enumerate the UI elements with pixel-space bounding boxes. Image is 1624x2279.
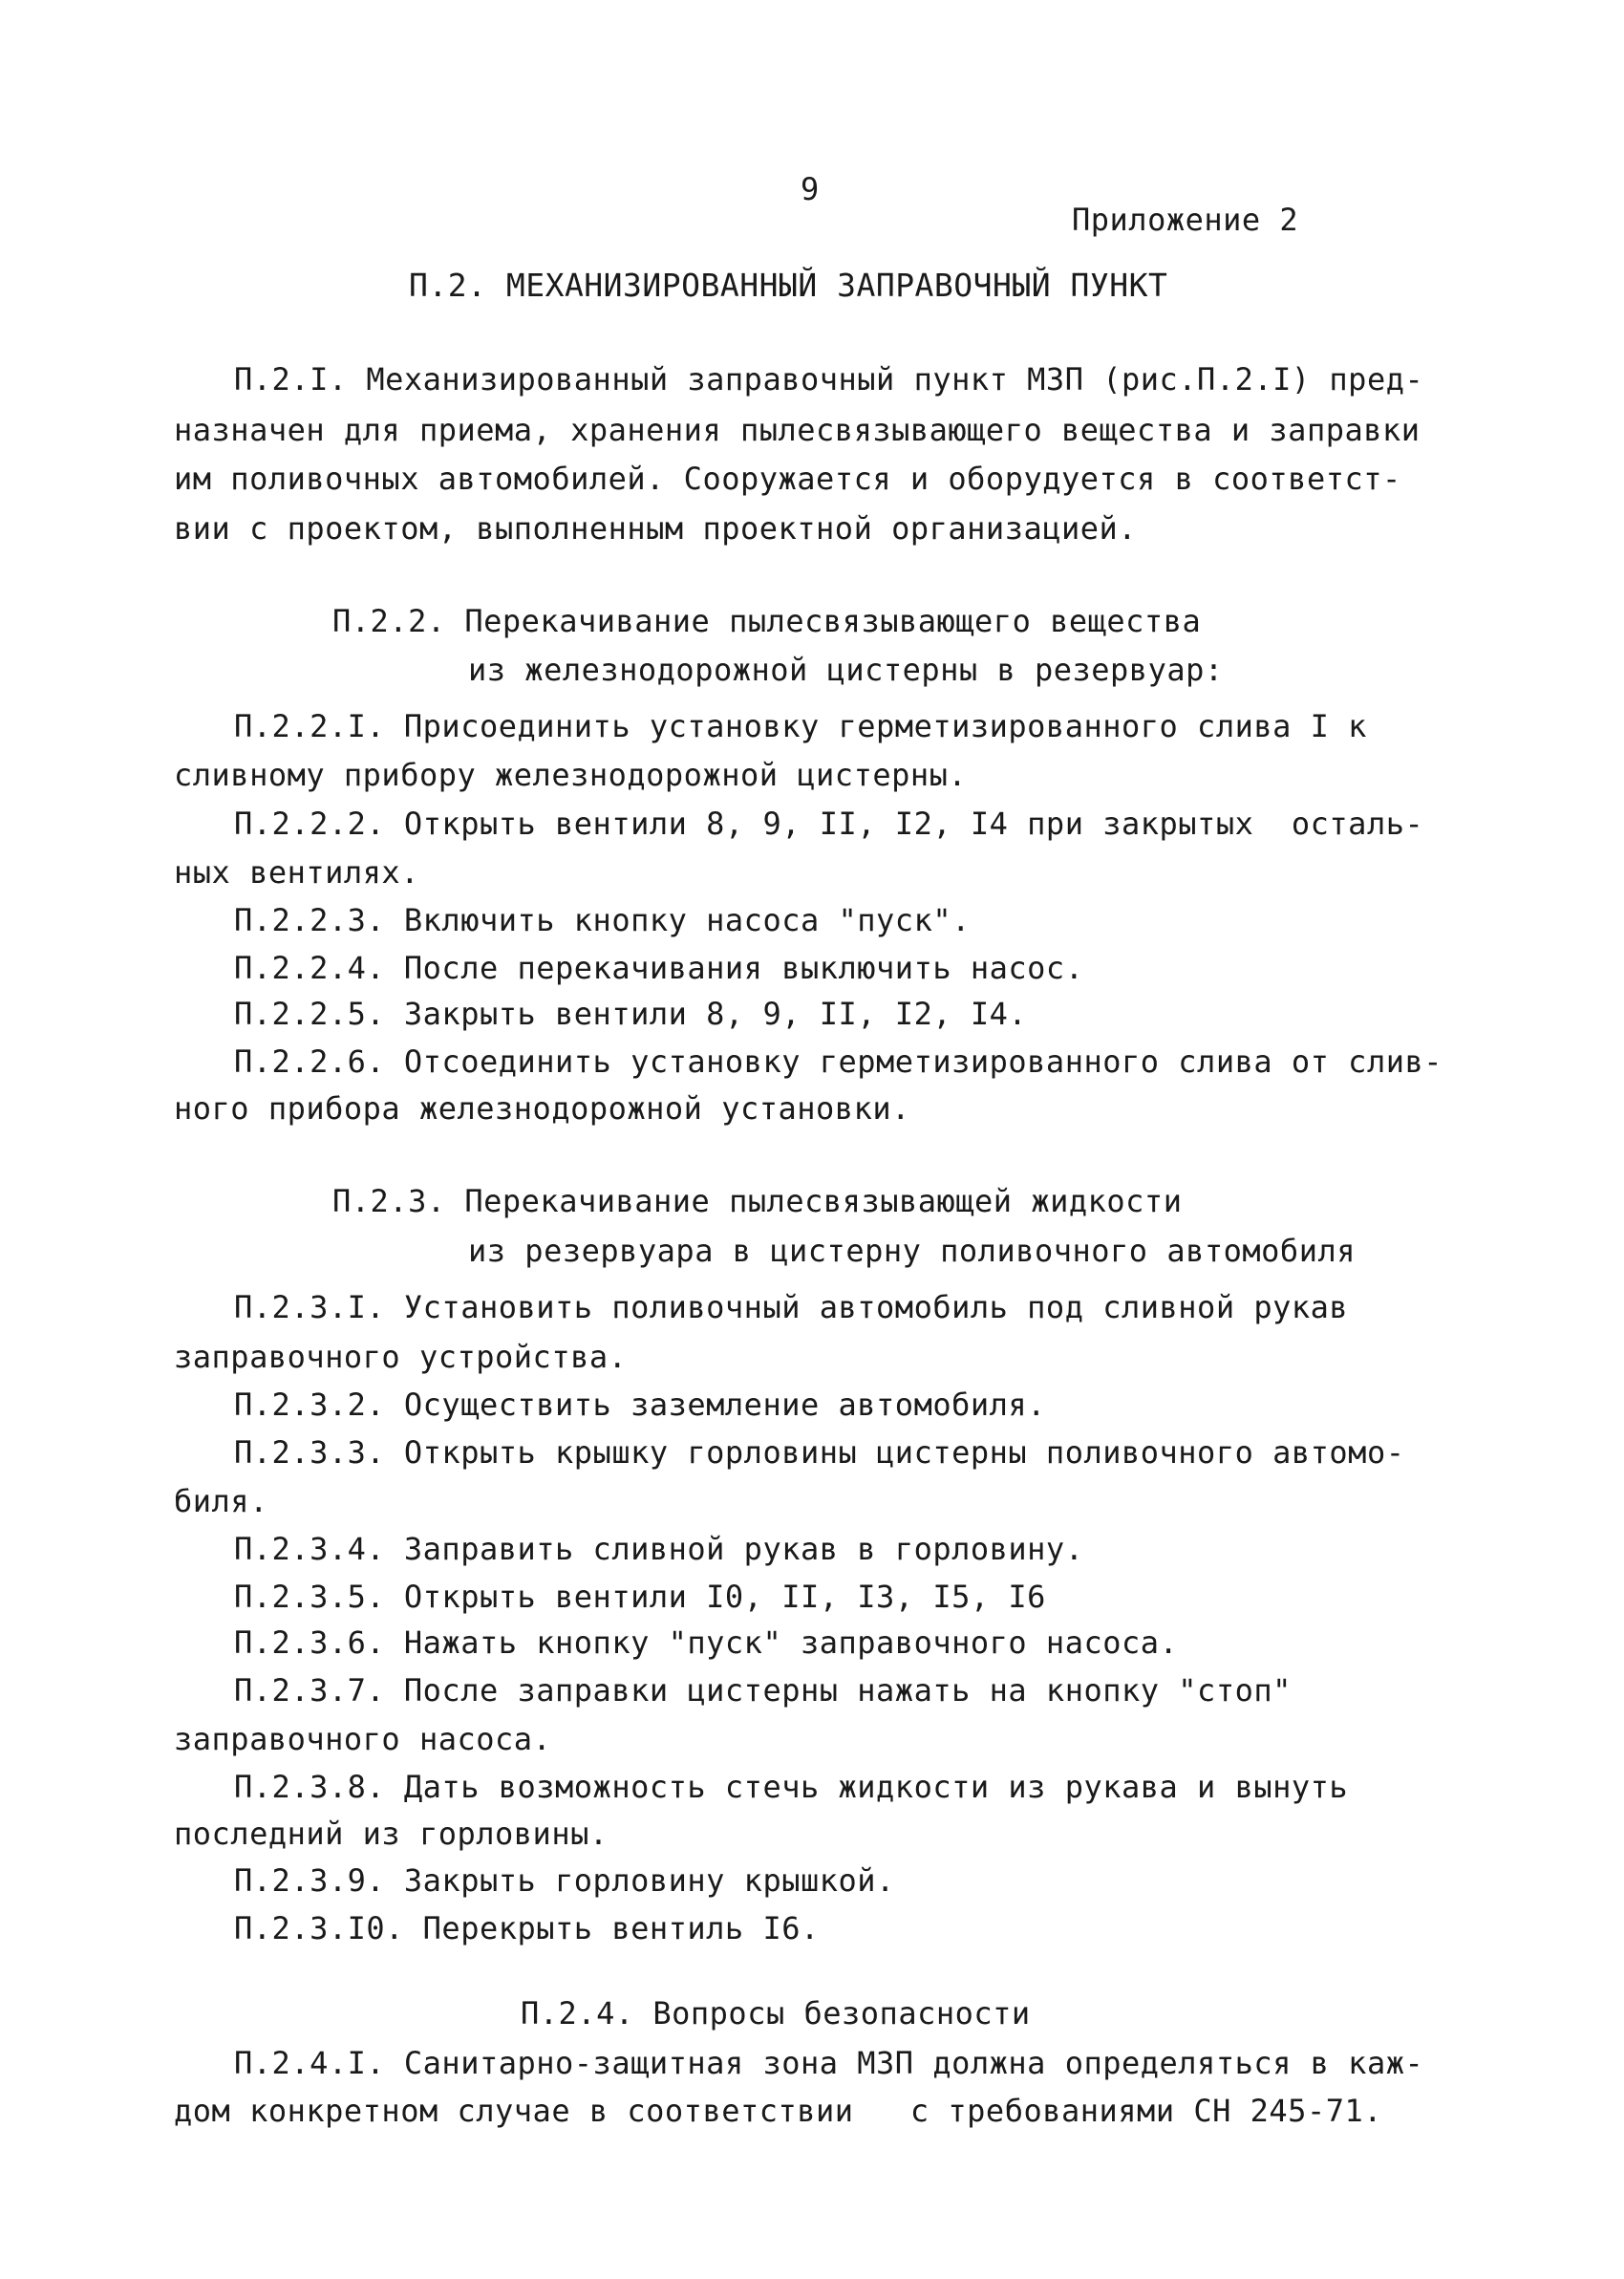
list-item-line: П.2.3.I0. Перекрыть вентиль I6. bbox=[234, 1910, 820, 1946]
list-item-line: П.2.2.3. Включить кнопку насоса "пуск". bbox=[234, 902, 971, 938]
paragraph-line: П.2.4.I. Санитарно-защитная зона МЗП должна определяться в каж- bbox=[234, 2045, 1424, 2081]
section-heading-line: П.2.3. Перекачивание пылесвязывающей жидкости bbox=[332, 1183, 1183, 1219]
list-item-line: ного прибора железнодорожной установки. bbox=[174, 1090, 910, 1127]
list-item-line: П.2.3.3. Открыть крышку горловины цистерны поливочного автомо- bbox=[234, 1434, 1405, 1471]
list-item-line: П.2.3.6. Нажать кнопку "пуск" заправочного насоса. bbox=[234, 1624, 1179, 1661]
list-item-line: П.2.2.6. Отсоединить установку герметизированного слива от слив- bbox=[234, 1043, 1442, 1080]
paragraph-line: П.2.I. Механизированный заправочный пункт МЗП (рис.П.2.I) пред- bbox=[234, 361, 1424, 398]
list-item-line: П.2.2.4. После перекачивания выключить насос. bbox=[234, 950, 1084, 986]
paragraph-line: вии с проектом, выполненным проектной организацией. bbox=[174, 510, 1138, 547]
list-item-line: П.2.3.8. Дать возможность стечь жидкости из рукава и вынуть bbox=[234, 1769, 1349, 1805]
section-heading-line: П.2.2. Перекачивание пылесвязывающего вещества bbox=[332, 603, 1202, 639]
list-item-line: П.2.3.I. Установить поливочный автомобиль под сливной рукав bbox=[234, 1289, 1349, 1325]
page-number: 9 bbox=[801, 171, 820, 207]
list-item-line: ных вентилях. bbox=[174, 854, 419, 891]
list-item-line: заправочного устройства. bbox=[174, 1339, 628, 1375]
main-title: П.2. МЕХАНИЗИРОВАННЫЙ ЗАПРАВОЧНЫЙ ПУНКТ bbox=[409, 267, 1168, 304]
list-item-line: П.2.2.I. Присоединить установку герметизированного слива I к bbox=[234, 708, 1367, 744]
section-heading: П.2.4. Вопросы безопасности bbox=[521, 1995, 1031, 2032]
list-item-line: последний из горловины. bbox=[174, 1816, 609, 1852]
list-item-line: П.2.3.2. Осуществить заземление автомобиля. bbox=[234, 1387, 1046, 1423]
list-item-line: П.2.3.9. Закрыть горловину крышкой. bbox=[234, 1862, 895, 1899]
paragraph-line: им поливочных автомобилей. Сооружается и оборудуется в соответст- bbox=[174, 461, 1401, 497]
list-item-line: П.2.3.7. После заправки цистерны нажать на кнопку "стоп" bbox=[234, 1672, 1292, 1709]
list-item-line: биля. bbox=[174, 1483, 268, 1519]
list-item-line: заправочного насоса. bbox=[174, 1721, 552, 1757]
appendix-label: Приложение 2 bbox=[1072, 202, 1299, 238]
section-heading-line: из резервуара в цистерну поливочного автомобиля bbox=[468, 1233, 1356, 1269]
section-heading-line: из железнодорожной цистерны в резервуар: bbox=[468, 652, 1224, 688]
list-item-line: сливному прибору железнодорожной цистерны. bbox=[174, 757, 968, 793]
list-item-line: П.2.3.5. Открыть вентили I0, II, I3, I5, I6 bbox=[234, 1579, 1046, 1615]
list-item-line: П.2.2.2. Открыть вентили 8, 9, II, I2, I4 при закрытых осталь- bbox=[234, 806, 1424, 842]
list-item-line: П.2.3.4. Заправить сливной рукав в горловину. bbox=[234, 1531, 1084, 1567]
paragraph-line: дом конкретном случае в соответствии с требованиями СН 245-71. bbox=[174, 2093, 1382, 2129]
paragraph-line: назначен для приема, хранения пылесвязывающего вещества и заправки bbox=[174, 412, 1421, 448]
list-item-line: П.2.2.5. Закрыть вентили 8, 9, II, I2, I4. bbox=[234, 996, 1028, 1032]
